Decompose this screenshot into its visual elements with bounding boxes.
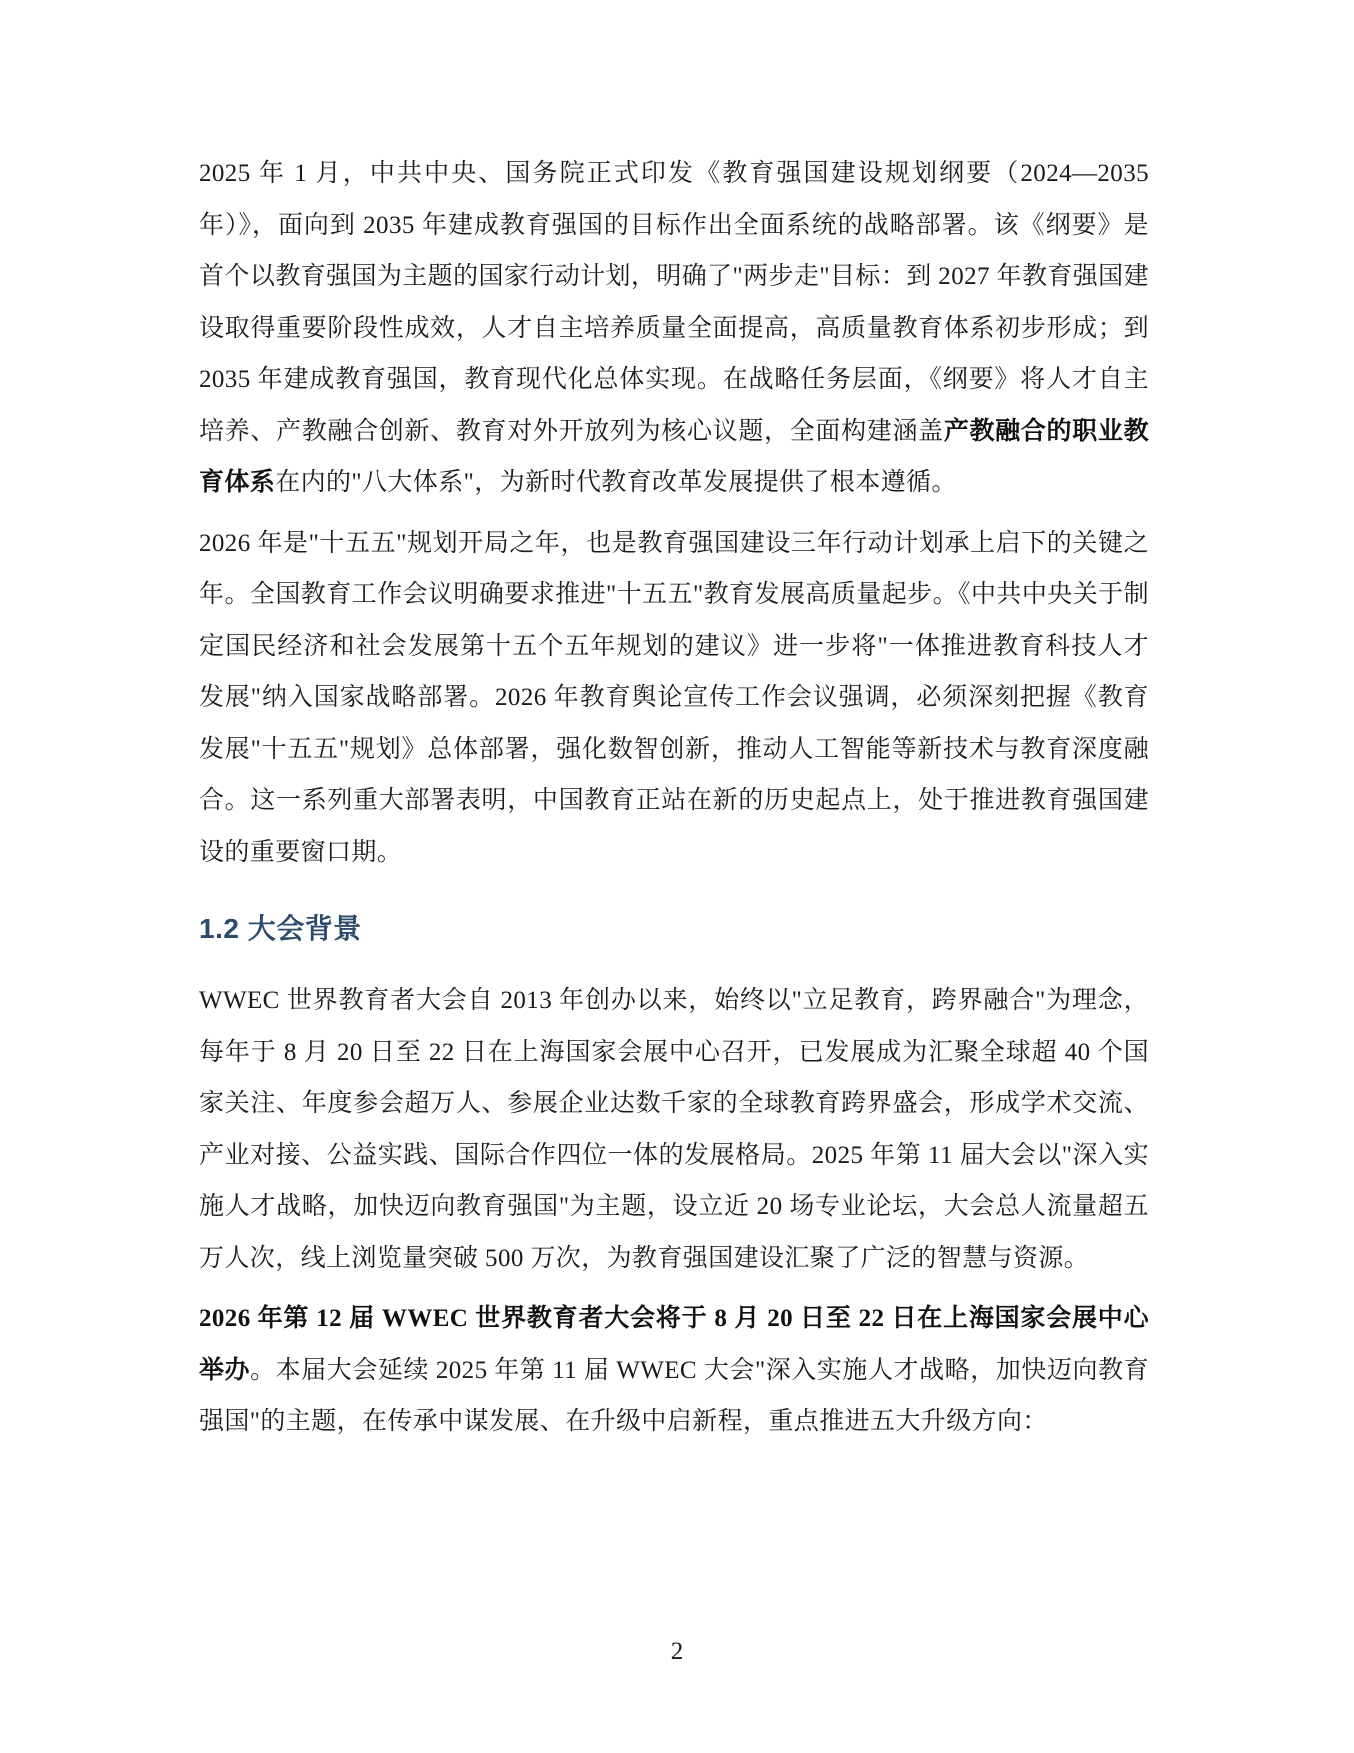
section-heading: 1.2 大会背景 xyxy=(199,913,362,944)
bold-phrase: 2026 年第 12 届 WWEC 世界教育者大会将于 8 月 20 日至 22 日在上海国家会展中心举办 xyxy=(199,1305,1149,1384)
paragraph-fifteenth-five-year-plan: 2026 年是"十五五"规划开局之年，也是教育强国建设三年行动计划承上启下的关键之年。全国教育工作会议明确要求推进"十五五"教育发展高质量起步。《中共中央关于制定国民经济和社会发展第十五个五年规划的建议》进一步将"一体推进教育科技人才发展"纳入国家战略部署。2026 年教育舆论宣传工作会议强调，必须深刻把握《教育发展"十五五"规划》总体部署，强化数智创新，推动人工智能等新技术与教育深度融合。这一系列重大部署表明，中国教育正站在新的历史起点上，处于推进教育强国建设的重要窗口期。 xyxy=(199,529,1149,866)
paragraph-text: 。本届大会延续 2025 年第 11 届 WWEC 大会"深入实施人才战略，加快迈向教育强国"的主题，在传承中谋发展、在升级中启新程，重点推进五大升级方向： xyxy=(199,1356,1149,1435)
paragraph-text: 2025 年 1 月，中共中央、国务院正式印发《教育强国建设规划纲要（2024—2035 年）》，面向到 2035 年建成教育强国的目标作出全面系统的战略部署。该《纲要》是首个以教育强国为主题的国家行动计划，明确了"两步走"目标：到 2027 年教育强国建设取得重要阶段性成效，人才自主培养质量全面提高，高质量教育体系初步形成；到 2035 年建成教育强国，教育现代化总体实现。在战略任务层面，《纲要》将人才自主培养、产教融合创新、教育对外开放列为核心议题，全面构建涵盖 xyxy=(199,160,1149,445)
bold-phrase: 产教融合的职业教育体系 xyxy=(199,417,1149,496)
paragraph-education-plan xyxy=(199,148,1149,509)
document-body xyxy=(199,148,1149,1448)
page-number: 2 xyxy=(670,1638,684,1665)
paragraph-text: 在内的"八大体系"，为新时代教育改革发展提供了根本遵循。 xyxy=(275,469,957,496)
paragraph-conference-history: WWEC 世界教育者大会自 2013 年创办以来，始终以"立足教育，跨界融合"为理念，每年于 8 月 20 日至 22 日在上海国家会展中心召开，已发展成为汇聚全球超 40 个国家关注、年度参会超万人、参展企业达数千家的全球教育跨界盛会，形成学术交流、产业对接、公益实践、国际合作四位一体的发展格局。2025 年第 11 届大会以"深入实施人才战略，加快迈向教育强国"为主题，设立近 20 场专业论坛，大会总人流量超五万人次，线上浏览量突破 500 万次，为教育强国建设汇聚了广泛的智慧与资源。 xyxy=(199,987,1149,1272)
paragraph-2026-conference xyxy=(199,1293,1149,1448)
